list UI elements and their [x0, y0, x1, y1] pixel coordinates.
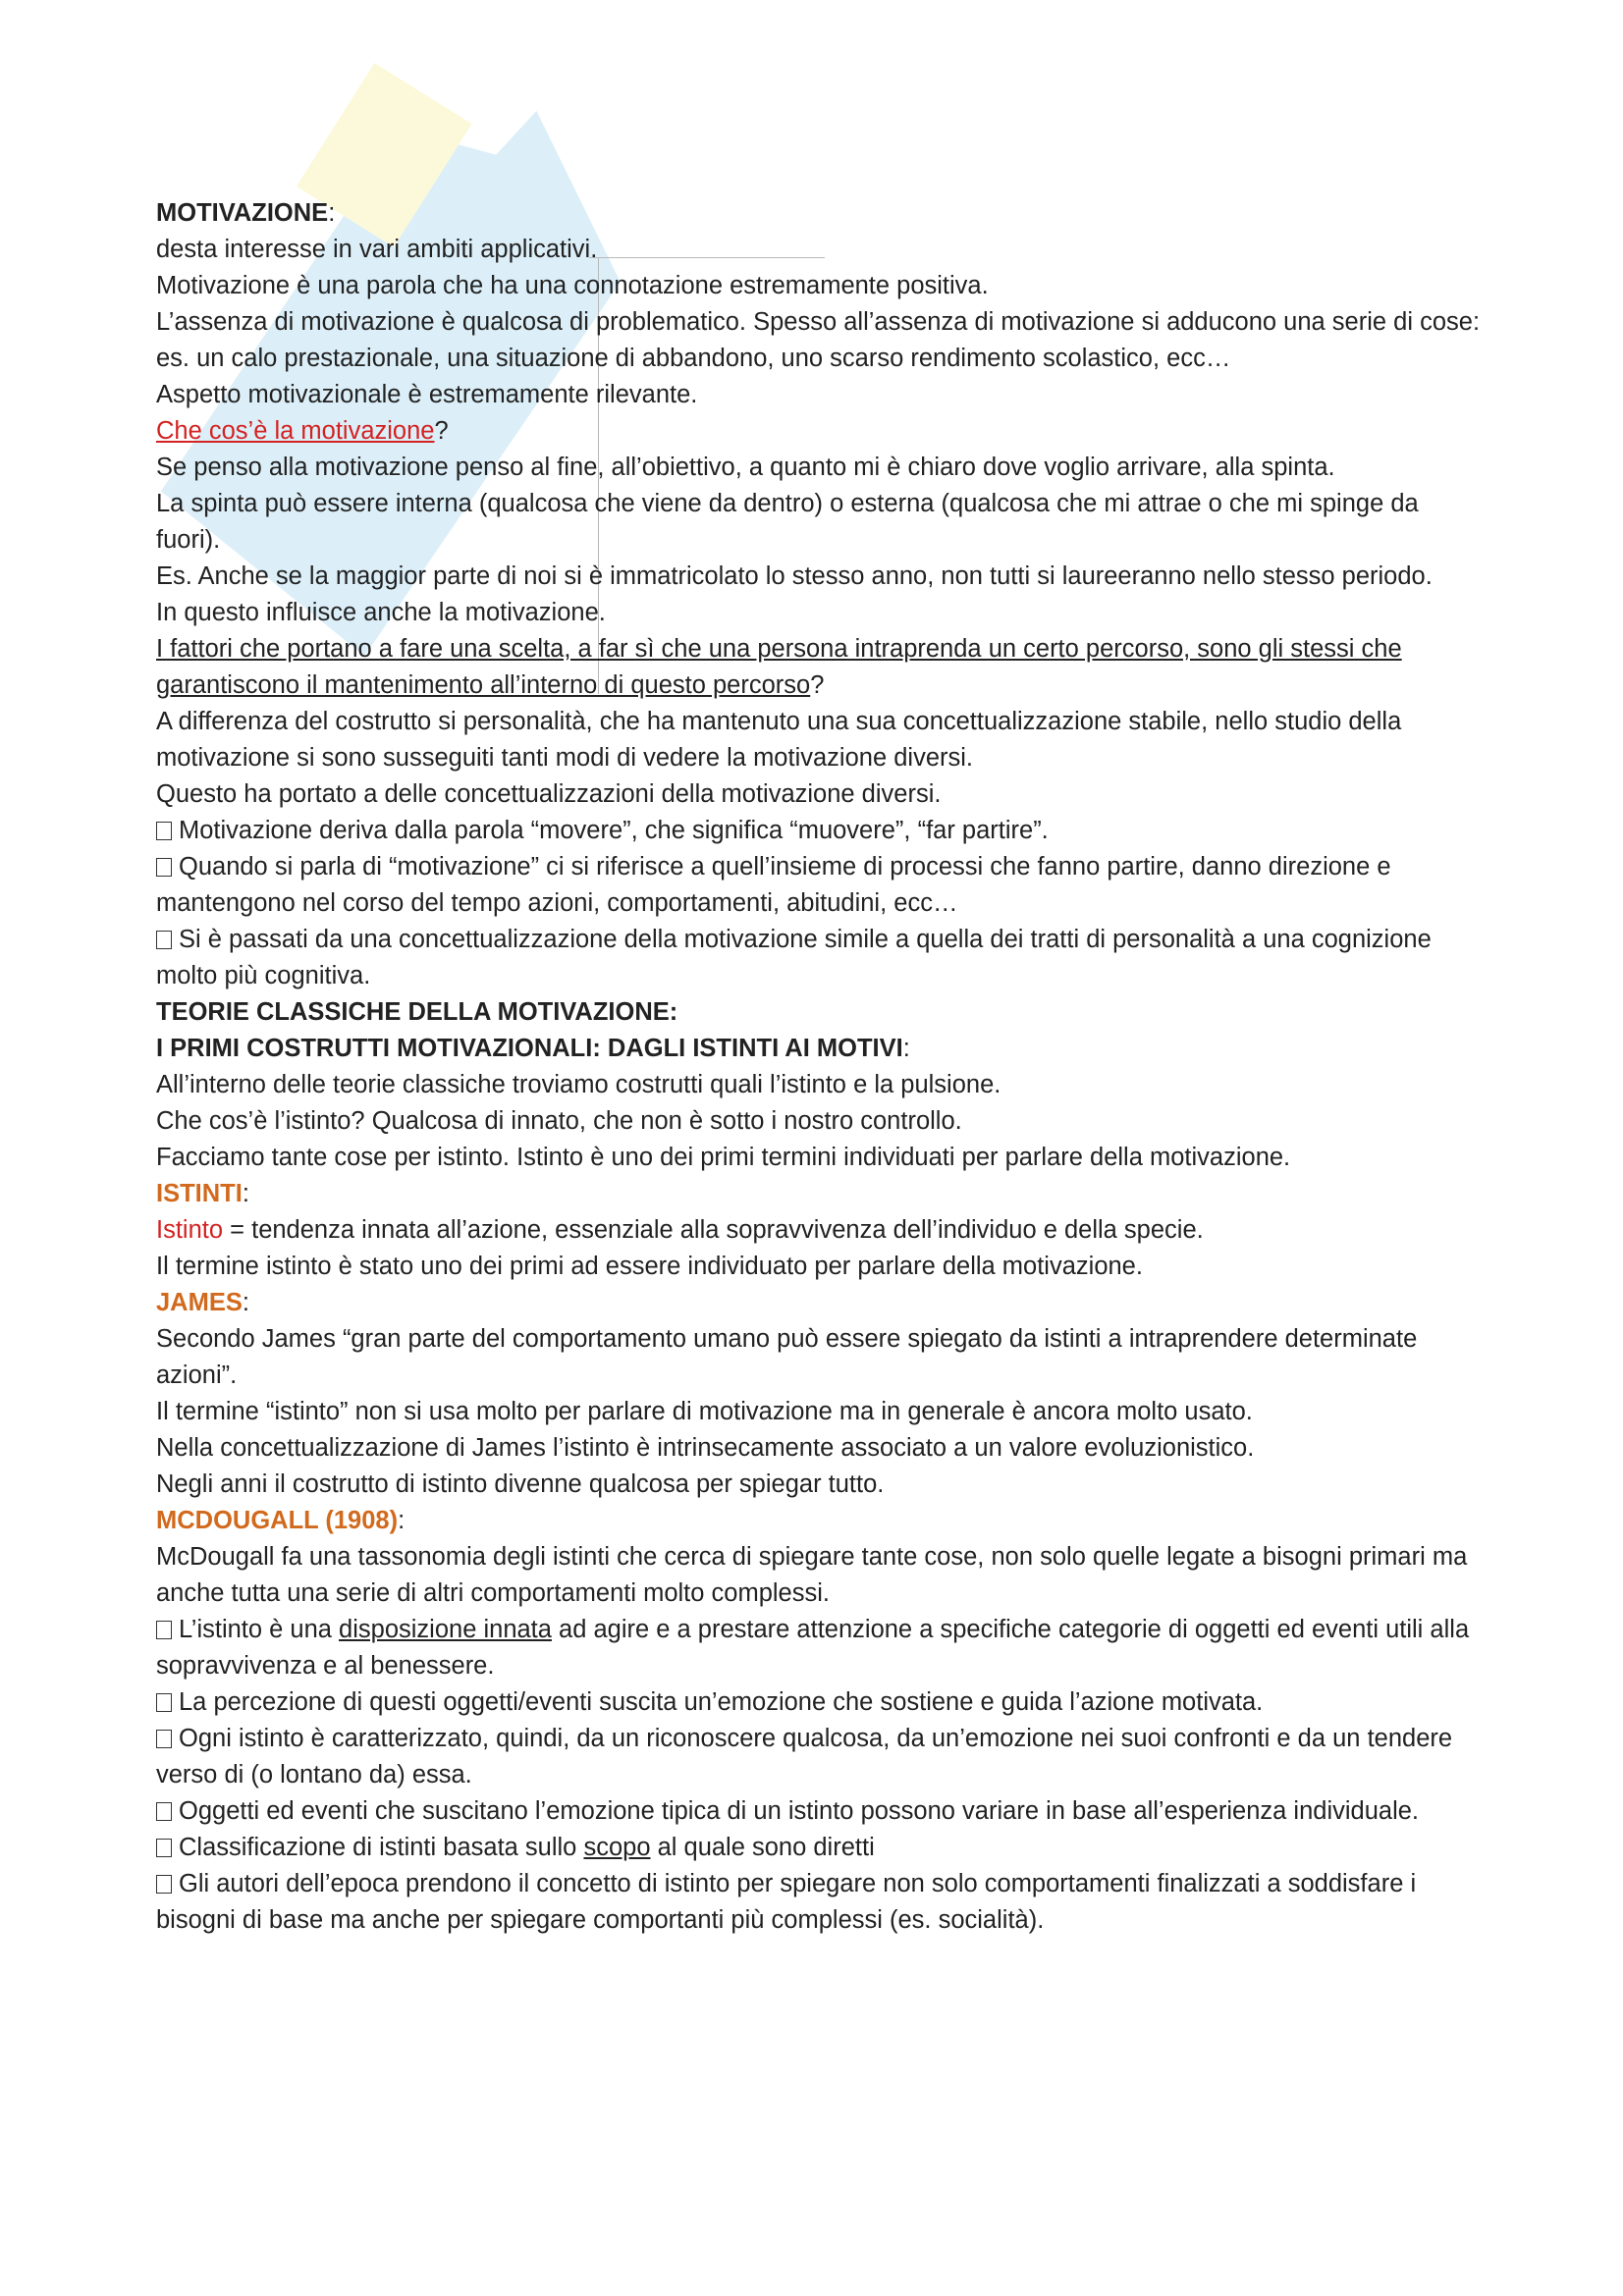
paragraph: Motivazione è una parola che ha una connotazione estremamente positiva. — [156, 272, 989, 299]
bullet-box-icon — [156, 931, 172, 949]
paragraph: Questo ha portato a delle concettualizzazioni della motivazione diversi. — [156, 780, 942, 808]
paragraph: In questo influisce anche la motivazione. — [156, 599, 606, 626]
bullet-box-icon — [156, 1730, 172, 1748]
bullet-item: Motivazione deriva dalla parola “movere”, che significa “muovere”, “far partire”. — [156, 813, 1482, 849]
question-link[interactable]: Che cos’è la motivazione — [156, 417, 435, 445]
paragraph: All’interno delle teorie classiche troviamo costrutti quali l’istinto e la pulsione. — [156, 1071, 1001, 1098]
paragraph: Che cos’è l’istinto? Qualcosa di innato, che non è sotto i nostro controllo. — [156, 1107, 962, 1135]
bullet-box-icon — [156, 1621, 172, 1639]
underlined-question: I fattori che portano a fare una scelta, a far sì che una persona intraprenda un certo percorso, sono gli stessi che garantiscono il mantenimento all’interno di questo percorso — [156, 635, 1402, 699]
paragraph: A differenza del costrutto si personalità, che ha mantenuto una sua concettualizzazione stabile, nello studio della motivazione si sono susseguiti tanti modi di vedere la motivazione diversi. — [156, 708, 1402, 772]
paragraph: Negli anni il costrutto di istinto divenne qualcosa per spiegar tutto. — [156, 1470, 885, 1498]
definition-line: Istinto = tendenza innata all’azione, essenziale alla sopravvivenza dell’individuo e della specie. — [156, 1216, 1204, 1244]
mcdougall-heading: MCDOUGALL (1908) — [156, 1507, 399, 1534]
bullet-box-icon — [156, 822, 172, 840]
istinti-heading: ISTINTI — [156, 1180, 243, 1207]
paragraph: Aspetto motivazionale è estremamente rilevante. — [156, 381, 698, 408]
bullet-item: L’istinto è una disposizione innata ad agire e a prestare attenzione a specifiche categorie di oggetti ed eventi utili alla sopravvivenza e al benessere. — [156, 1616, 1470, 1680]
section-heading: TEORIE CLASSICHE DELLA MOTIVAZIONE: — [156, 998, 678, 1026]
bullet-item: La percezione di questi oggetti/eventi suscita un’emozione che sostiene e guida l’azione motivata. — [156, 1684, 1482, 1721]
paragraph: Il termine istinto è stato uno dei primi ad essere individuato per parlare della motivazione. — [156, 1253, 1143, 1280]
paragraph: La spinta può essere interna (qualcosa che viene da dentro) o esterna (qualcosa che mi attrae o che mi spinge da fuori). — [156, 490, 1419, 554]
heading-line: ISTINTI: — [156, 1180, 249, 1207]
paragraph: McDougall fa una tassonomia degli istinti che cerca di spiegare tante cose, non solo quelle legate a bisogni primari ma anche tutta una serie di altri comportamenti molto complessi. — [156, 1543, 1468, 1607]
paragraph: Nella concettualizzazione di James l’istinto è intrinsecamente associato a un valore evoluzionistico. — [156, 1434, 1255, 1462]
james-heading: JAMES — [156, 1289, 243, 1316]
paragraph: Se penso alla motivazione penso al fine, all’obiettivo, a quanto mi è chiaro dove voglio arrivare, alla spinta. — [156, 454, 1335, 481]
bullet-box-icon — [156, 1802, 172, 1821]
bullet-box-icon — [156, 858, 172, 877]
bullet-box-icon — [156, 1839, 172, 1857]
page-title: MOTIVAZIONE — [156, 199, 329, 227]
title-line: MOTIVAZIONE: — [156, 199, 336, 227]
question-line: Che cos’è la motivazione? — [156, 417, 449, 445]
bullet-item: Si è passati da una concettualizzazione della motivazione simile a quella dei tratti di personalità a una cognizione molto più cognitiva. — [156, 926, 1432, 989]
paragraph: Es. Anche se la maggior parte di noi si è immatricolato lo stesso anno, non tutti si laureeranno nello stesso periodo. — [156, 562, 1433, 590]
term-istinto: Istinto — [156, 1216, 224, 1244]
document-body — [156, 195, 1482, 1939]
bullet-item: Ogni istinto è caratterizzato, quindi, da un riconoscere qualcosa, da un’emozione nei suoi confronti e da un tendere verso di (o lontano da) essa. — [156, 1725, 1453, 1789]
paragraph: L’assenza di motivazione è qualcosa di problematico. Spesso all’assenza di motivazione si adducono una serie di cose: es. un calo prestazionale, una situazione di abbandono, uno scarso rendimento scolastico, ecc… — [156, 308, 1481, 372]
paragraph: Facciamo tante cose per istinto. Istinto è uno dei primi termini individuati per parlare della motivazione. — [156, 1144, 1291, 1171]
heading-line: JAMES: — [156, 1289, 249, 1316]
paragraph: desta interesse in vari ambiti applicativi. — [156, 236, 598, 263]
bullet-box-icon — [156, 1693, 172, 1712]
bullet-item: Gli autori dell’epoca prendono il concetto di istinto per spiegare non solo comportamenti finalizzati a soddisfare i bisogni di base ma anche per spiegare comportanti più complessi (es. socialità). — [156, 1870, 1417, 1934]
question-line: I fattori che portano a fare una scelta, a far sì che una persona intraprenda un certo percorso, sono gli stessi che garantiscono il mantenimento all’interno di questo percorso? — [156, 635, 1402, 699]
bullet-box-icon — [156, 1875, 172, 1894]
subsection-line: I PRIMI COSTRUTTI MOTIVAZIONALI: DAGLI ISTINTI AI MOTIVI: — [156, 1035, 910, 1062]
bullet-item: Oggetti ed eventi che suscitano l’emozione tipica di un istinto possono variare in base all’esperienza individuale. — [156, 1793, 1482, 1830]
bullet-item: Quando si parla di “motivazione” ci si riferisce a quell’insieme di processi che fanno partire, danno direzione e mantengono nel corso del tempo azioni, comportamenti, abitudini, ecc… — [156, 853, 1391, 917]
heading-line: MCDOUGALL (1908): — [156, 1507, 406, 1534]
subsection-heading: I PRIMI COSTRUTTI MOTIVAZIONALI: DAGLI ISTINTI AI MOTIVI — [156, 1035, 903, 1062]
paragraph: Il termine “istinto” non si usa molto per parlare di motivazione ma in generale è ancora molto usato. — [156, 1398, 1253, 1425]
bullet-item: Classificazione di istinti basata sullo scopo al quale sono diretti — [156, 1830, 1482, 1866]
paragraph: Secondo James “gran parte del comportamento umano può essere spiegato da istinti a intraprendere determinate azioni”. — [156, 1325, 1418, 1389]
